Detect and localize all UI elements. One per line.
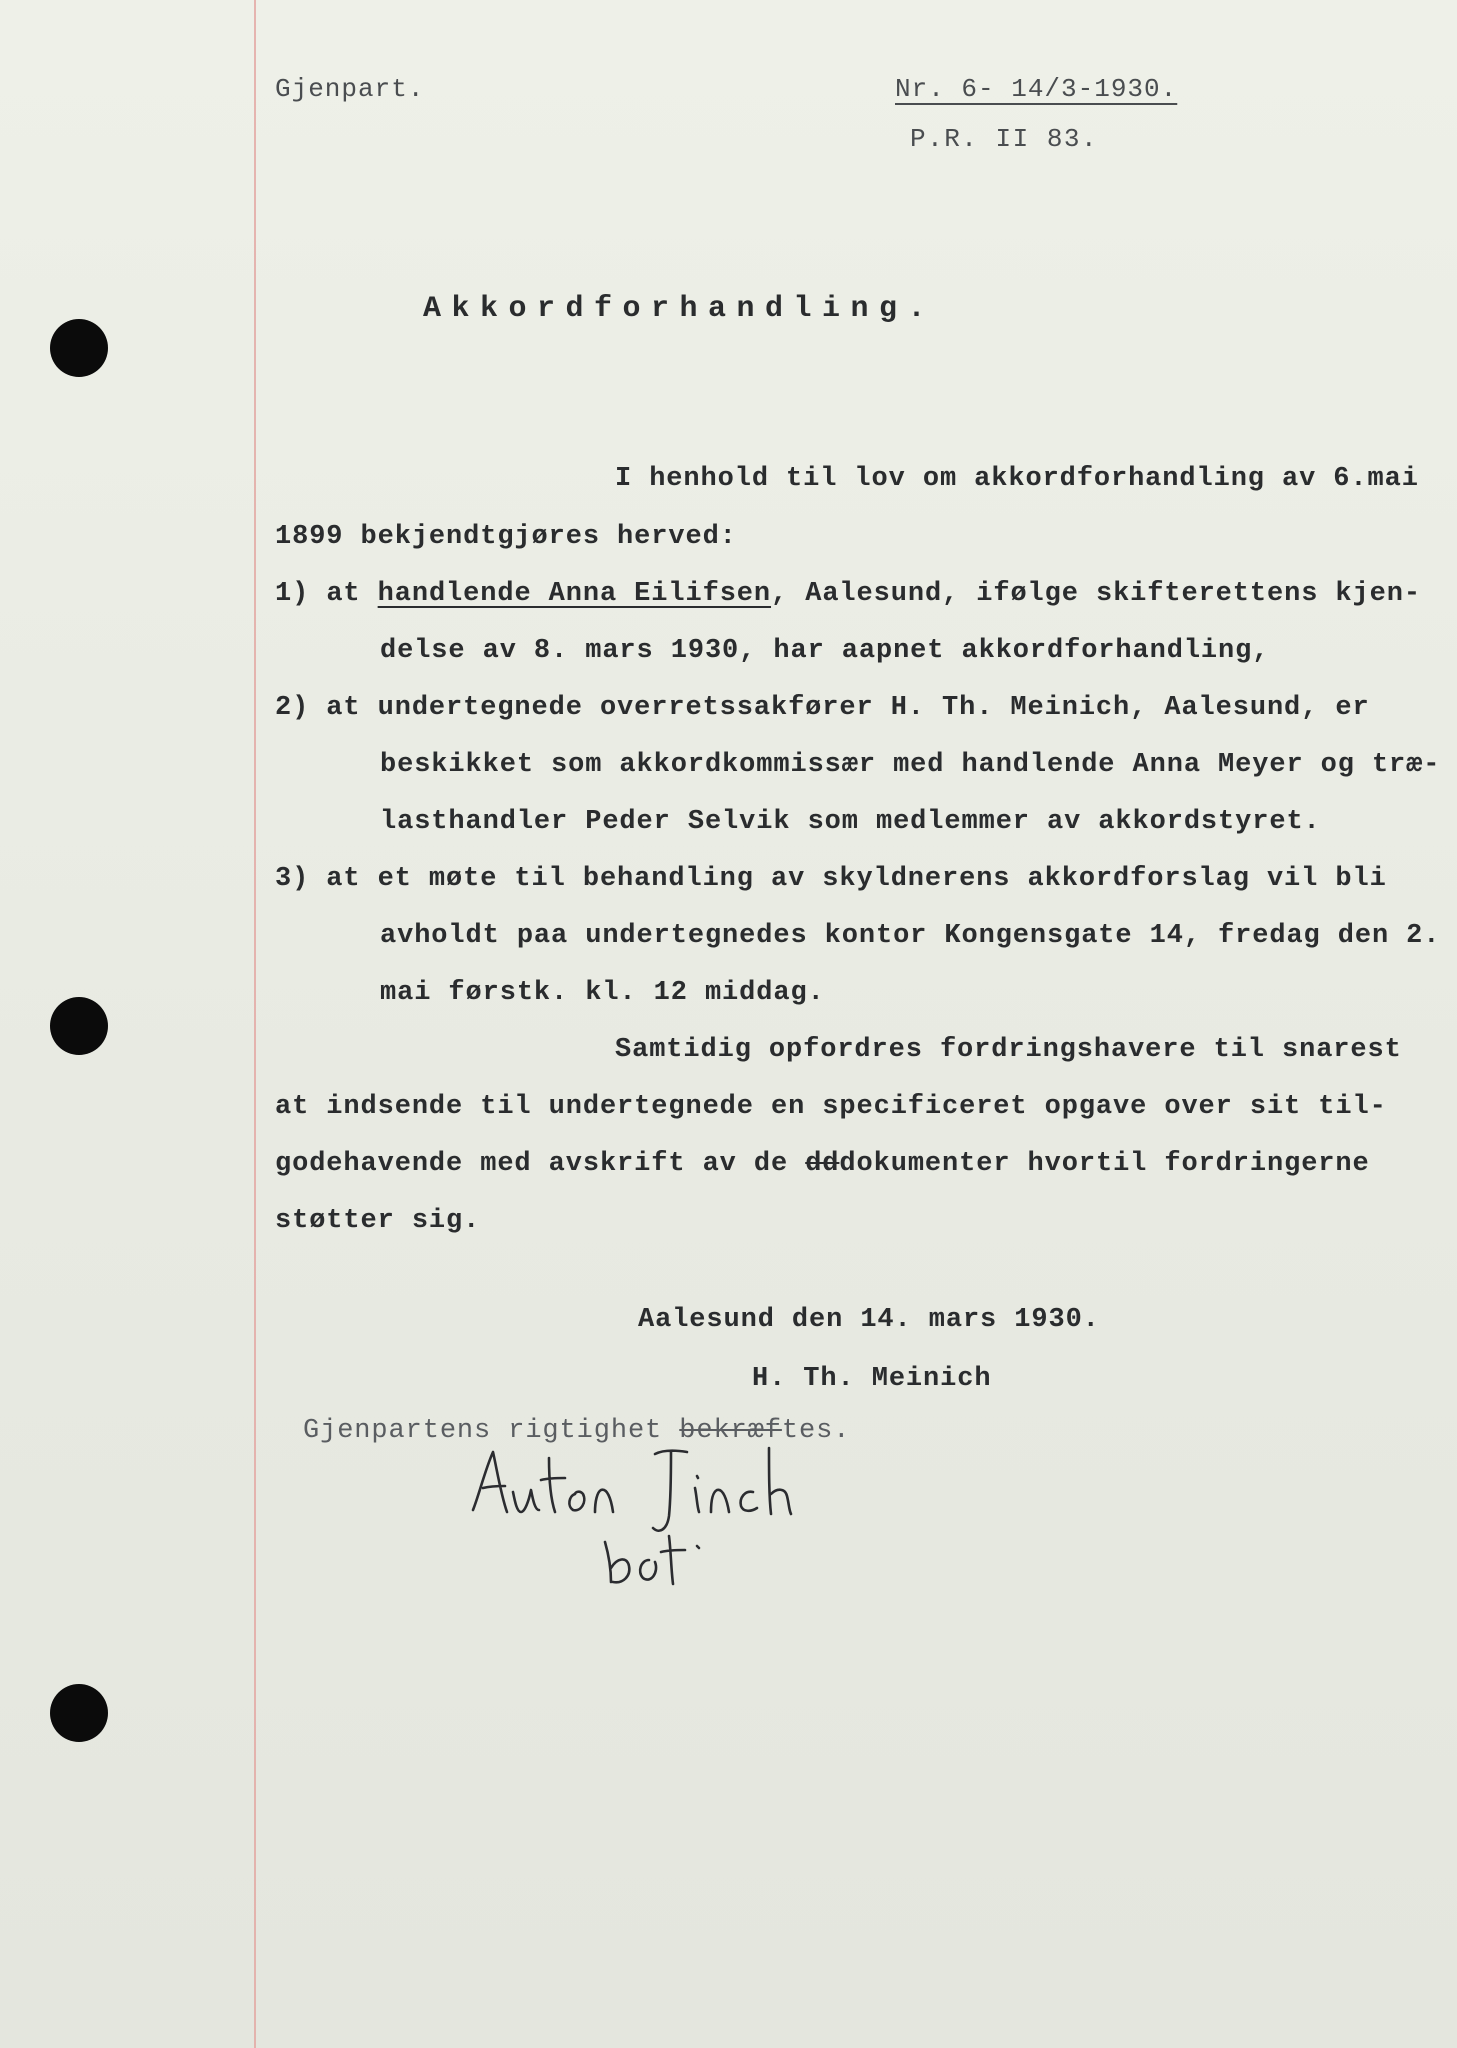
paragraph-2-line-2: at indsende til undertegnede en specificeret opgave over sit til-	[275, 1092, 1387, 1122]
item-1-post: , Aalesund, ifølge skifterettens kjen-	[771, 579, 1421, 609]
signatory-name: H. Th. Meinich	[752, 1364, 992, 1394]
debtor-name: handlende Anna Eilifsen	[377, 579, 772, 609]
item-2-line-1: 2) at undertegnede overretssakfører H. Th. Meinich, Aalesund, er	[275, 693, 1370, 723]
punch-hole-bottom	[50, 1684, 108, 1742]
document-number: Nr. 6- 14/3-1930.	[895, 74, 1178, 104]
place-and-date: Aalesund den 14. mars 1930.	[638, 1305, 1100, 1335]
item-1-pre: at	[326, 579, 378, 609]
item-3-line-3: mai førstk. kl. 12 middag.	[380, 978, 825, 1008]
intro-line-1: I henhold til lov om akkordforhandling av 6.mai	[615, 464, 1419, 494]
certification-struck: bekræf	[679, 1416, 782, 1446]
item-1-line-2: delse av 8. mars 1930, har aapnet akkordforhandling,	[380, 636, 1270, 666]
intro-line-2: 1899 bekjendtgjøres herved:	[275, 522, 737, 552]
item-2-line-2: beskikket som akkordkommissær med handlende Anna Meyer og træ-	[380, 750, 1441, 780]
item-3-line-1: 3) at et møte til behandling av skyldnerens akkordforslag vil bli	[275, 864, 1387, 894]
paragraph-2-line-4: støtter sig.	[275, 1206, 481, 1236]
red-margin-line	[254, 0, 256, 2048]
register-reference: P.R. II 83.	[910, 124, 1099, 154]
certification-post: tes.	[781, 1416, 851, 1446]
handwritten-signature	[465, 1440, 885, 1600]
paragraph-2-line-3	[275, 1147, 1370, 1181]
punch-hole-top	[50, 319, 108, 377]
document-title: Akkordforhandling.	[423, 292, 937, 326]
item-2-line-3: lasthandler Peder Selvik som medlemmer av akkordstyret.	[380, 807, 1321, 837]
punch-hole-middle	[50, 997, 108, 1055]
paragraph-2-line-3-start: godehavende med avskrift av de	[275, 1149, 789, 1179]
item-1-number: 1)	[275, 579, 310, 609]
paragraph-2-line-3-rest: dokumenter hvortil fordringerne	[839, 1149, 1370, 1179]
paragraph-2-line-1: Samtidig opfordres fordringshavere til snarest	[615, 1035, 1402, 1065]
struck-typo: dd	[805, 1149, 840, 1179]
certification-pre: Gjenpartens rigtighet	[303, 1416, 680, 1446]
item-1-line-1	[275, 577, 1421, 611]
copy-label: Gjenpart.	[275, 74, 425, 104]
item-3-line-2: avholdt paa undertegnedes kontor Kongensgate 14, fredag den 2.	[380, 921, 1441, 951]
